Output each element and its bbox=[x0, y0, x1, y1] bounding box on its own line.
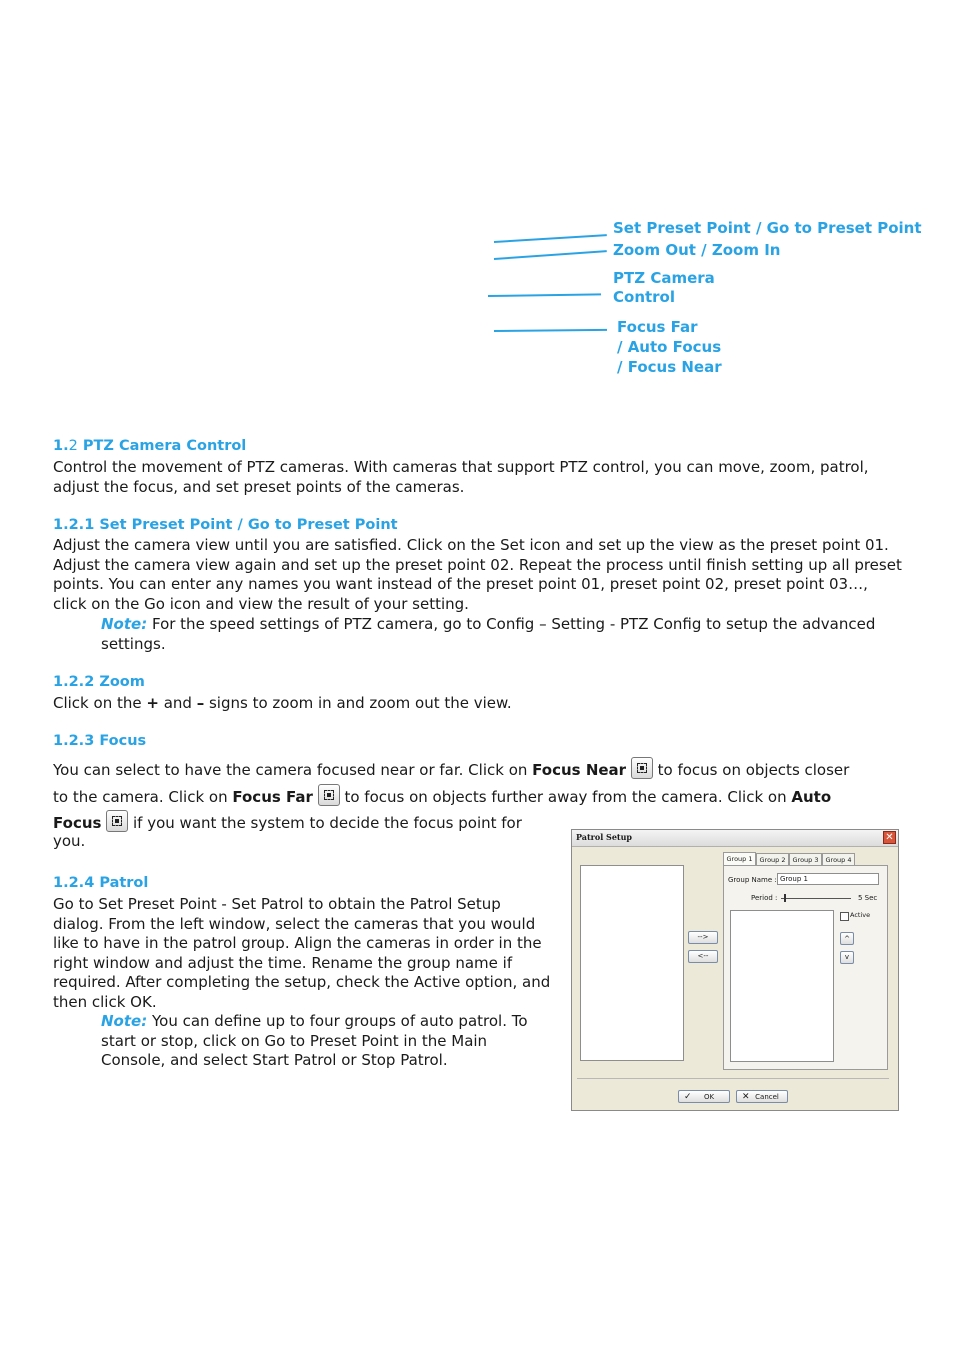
tab-group-3[interactable]: Group 3 bbox=[789, 853, 822, 866]
ok-button[interactable] bbox=[678, 1090, 730, 1103]
cancel-button[interactable] bbox=[736, 1090, 788, 1103]
patrol-note-text: You can define up to four groups of auto patrol. To start or stop, click on Go to Preset Point in the Main Console, and select Start Patrol or Stop Patrol. bbox=[101, 1012, 528, 1070]
preset-note bbox=[101, 615, 901, 654]
focus-line-3 bbox=[53, 810, 522, 834]
zoom-heading: 1.2.2 Zoom bbox=[53, 674, 145, 690]
section-number-digit: 2 bbox=[68, 438, 78, 454]
period-value: 5 Sec bbox=[858, 894, 878, 902]
group-name-field[interactable] bbox=[777, 873, 879, 885]
camera-list[interactable] bbox=[580, 865, 684, 1061]
section-body: Control the movement of PTZ cameras. With cameras that support PTZ control, you can move, zoom, patrol, adjust the focus, and set preset points of the cameras. bbox=[53, 458, 869, 496]
zoom-text-1: Click on the bbox=[53, 694, 147, 712]
callout-focus-2: / Auto Focus bbox=[617, 338, 722, 356]
callout-focus-3: / Focus Near bbox=[617, 358, 722, 376]
patrol-body: Go to Set Preset Point - Set Patrol to obtain the Patrol Setup dialog. From the left window, select the cameras that you would like to have in the patrol group. Align the cameras in order in the right window and adjust the time. Rename the group name if required. After completing the setup, check the Active option, and then click OK. bbox=[53, 895, 551, 1011]
focus-line-4: you. bbox=[53, 832, 86, 850]
auto-focus-icon bbox=[106, 810, 128, 832]
tab-group-1[interactable]: Group 1 bbox=[723, 852, 756, 866]
x-icon: ✕ bbox=[742, 1092, 750, 1102]
callout-ptz-2: Control bbox=[613, 288, 676, 306]
preset-note-label: Note: bbox=[101, 615, 148, 633]
zoom-plus: + bbox=[146, 694, 159, 712]
group-name-label: Group Name : bbox=[728, 876, 777, 884]
callout-preset: Set Preset Point / Go to Preset Point bbox=[613, 219, 922, 237]
zoom-minus: – bbox=[196, 694, 205, 712]
callout-ptz-1: PTZ Camera bbox=[613, 269, 715, 287]
period-slider[interactable] bbox=[781, 898, 851, 899]
preset-heading: 1.2.1 Set Preset Point / Go to Preset Point bbox=[53, 517, 398, 533]
callout-line-ptz bbox=[488, 293, 601, 297]
zoom-text-3: signs to zoom in and zoom out the view. bbox=[204, 694, 512, 712]
period-label: Period : bbox=[751, 894, 778, 902]
dialog-titlebar bbox=[572, 830, 898, 847]
focus-text-3: to the camera. Click on bbox=[53, 788, 233, 806]
patrol-camera-list[interactable] bbox=[730, 910, 834, 1062]
patrol-setup-dialog bbox=[571, 829, 899, 1111]
zoom-text-2: and bbox=[158, 694, 197, 712]
move-right-button[interactable]: --> bbox=[688, 931, 718, 944]
tab-group-4[interactable]: Group 4 bbox=[822, 853, 855, 866]
callout-line-zoom bbox=[494, 250, 607, 260]
cancel-label: Cancel bbox=[755, 1093, 779, 1101]
active-label: Active bbox=[850, 911, 871, 919]
active-checkbox[interactable] bbox=[840, 912, 849, 921]
zoom-body bbox=[53, 694, 903, 714]
close-icon[interactable]: ✕ bbox=[883, 831, 896, 844]
group-panel bbox=[723, 865, 888, 1070]
focus-text-5: if you want the system to decide the focus point for bbox=[133, 814, 522, 832]
check-icon: ✓ bbox=[684, 1092, 692, 1102]
focus-line-2 bbox=[53, 784, 831, 808]
focus-far-icon bbox=[318, 784, 340, 806]
section-number: 1. bbox=[53, 438, 69, 454]
focus-near-icon bbox=[631, 757, 653, 779]
tab-group-2[interactable]: Group 2 bbox=[756, 853, 789, 866]
focus-heading: 1.2.3 Focus bbox=[53, 733, 147, 749]
focus-far-label: Focus Far bbox=[232, 788, 313, 806]
auto-focus-label-2: Focus bbox=[53, 814, 102, 832]
dialog-title: Patrol Setup bbox=[576, 832, 633, 842]
focus-text-2: to focus on objects closer bbox=[657, 761, 850, 779]
ok-label: OK bbox=[703, 1093, 715, 1101]
auto-focus-label-1: Auto bbox=[791, 788, 832, 806]
callout-zoom: Zoom Out / Zoom In bbox=[613, 241, 781, 259]
focus-text-1: You can select to have the camera focused near or far. Click on bbox=[53, 761, 533, 779]
group-name-value: Group 1 bbox=[780, 875, 808, 883]
dialog-separator bbox=[577, 1078, 889, 1079]
focus-text-4: to focus on objects further away from the camera. Click on bbox=[344, 788, 792, 806]
preset-body: Adjust the camera view until you are satisfied. Click on the Set icon and set up the view as the preset point 01. Adjust the camera view again and set up the preset point 02. Repeat the process until finish setting up all preset points. You can enter any names you want instead of the preset point 01, preset point 02, preset point 03…, click on the Go icon and view the result of your setting. bbox=[53, 536, 902, 613]
callout-focus-1: Focus Far bbox=[617, 318, 698, 336]
focus-line-1 bbox=[53, 757, 849, 781]
slider-handle[interactable] bbox=[784, 894, 786, 902]
patrol-heading: 1.2.4 Patrol bbox=[53, 875, 149, 891]
section-heading bbox=[53, 438, 246, 454]
section-title: PTZ Camera Control bbox=[82, 438, 247, 454]
move-left-button[interactable]: <-- bbox=[688, 950, 718, 963]
patrol-note bbox=[101, 1012, 551, 1071]
patrol-note-label: Note: bbox=[101, 1012, 148, 1030]
callout-line-focus bbox=[494, 329, 607, 332]
preset-note-text: For the speed settings of PTZ camera, go to Config – Setting - PTZ Config to setup the advanced settings. bbox=[101, 615, 876, 653]
callout-line-preset bbox=[494, 234, 607, 243]
focus-near-label: Focus Near bbox=[532, 761, 627, 779]
move-up-button[interactable]: ^ bbox=[840, 932, 854, 945]
move-down-button[interactable]: v bbox=[840, 951, 854, 964]
